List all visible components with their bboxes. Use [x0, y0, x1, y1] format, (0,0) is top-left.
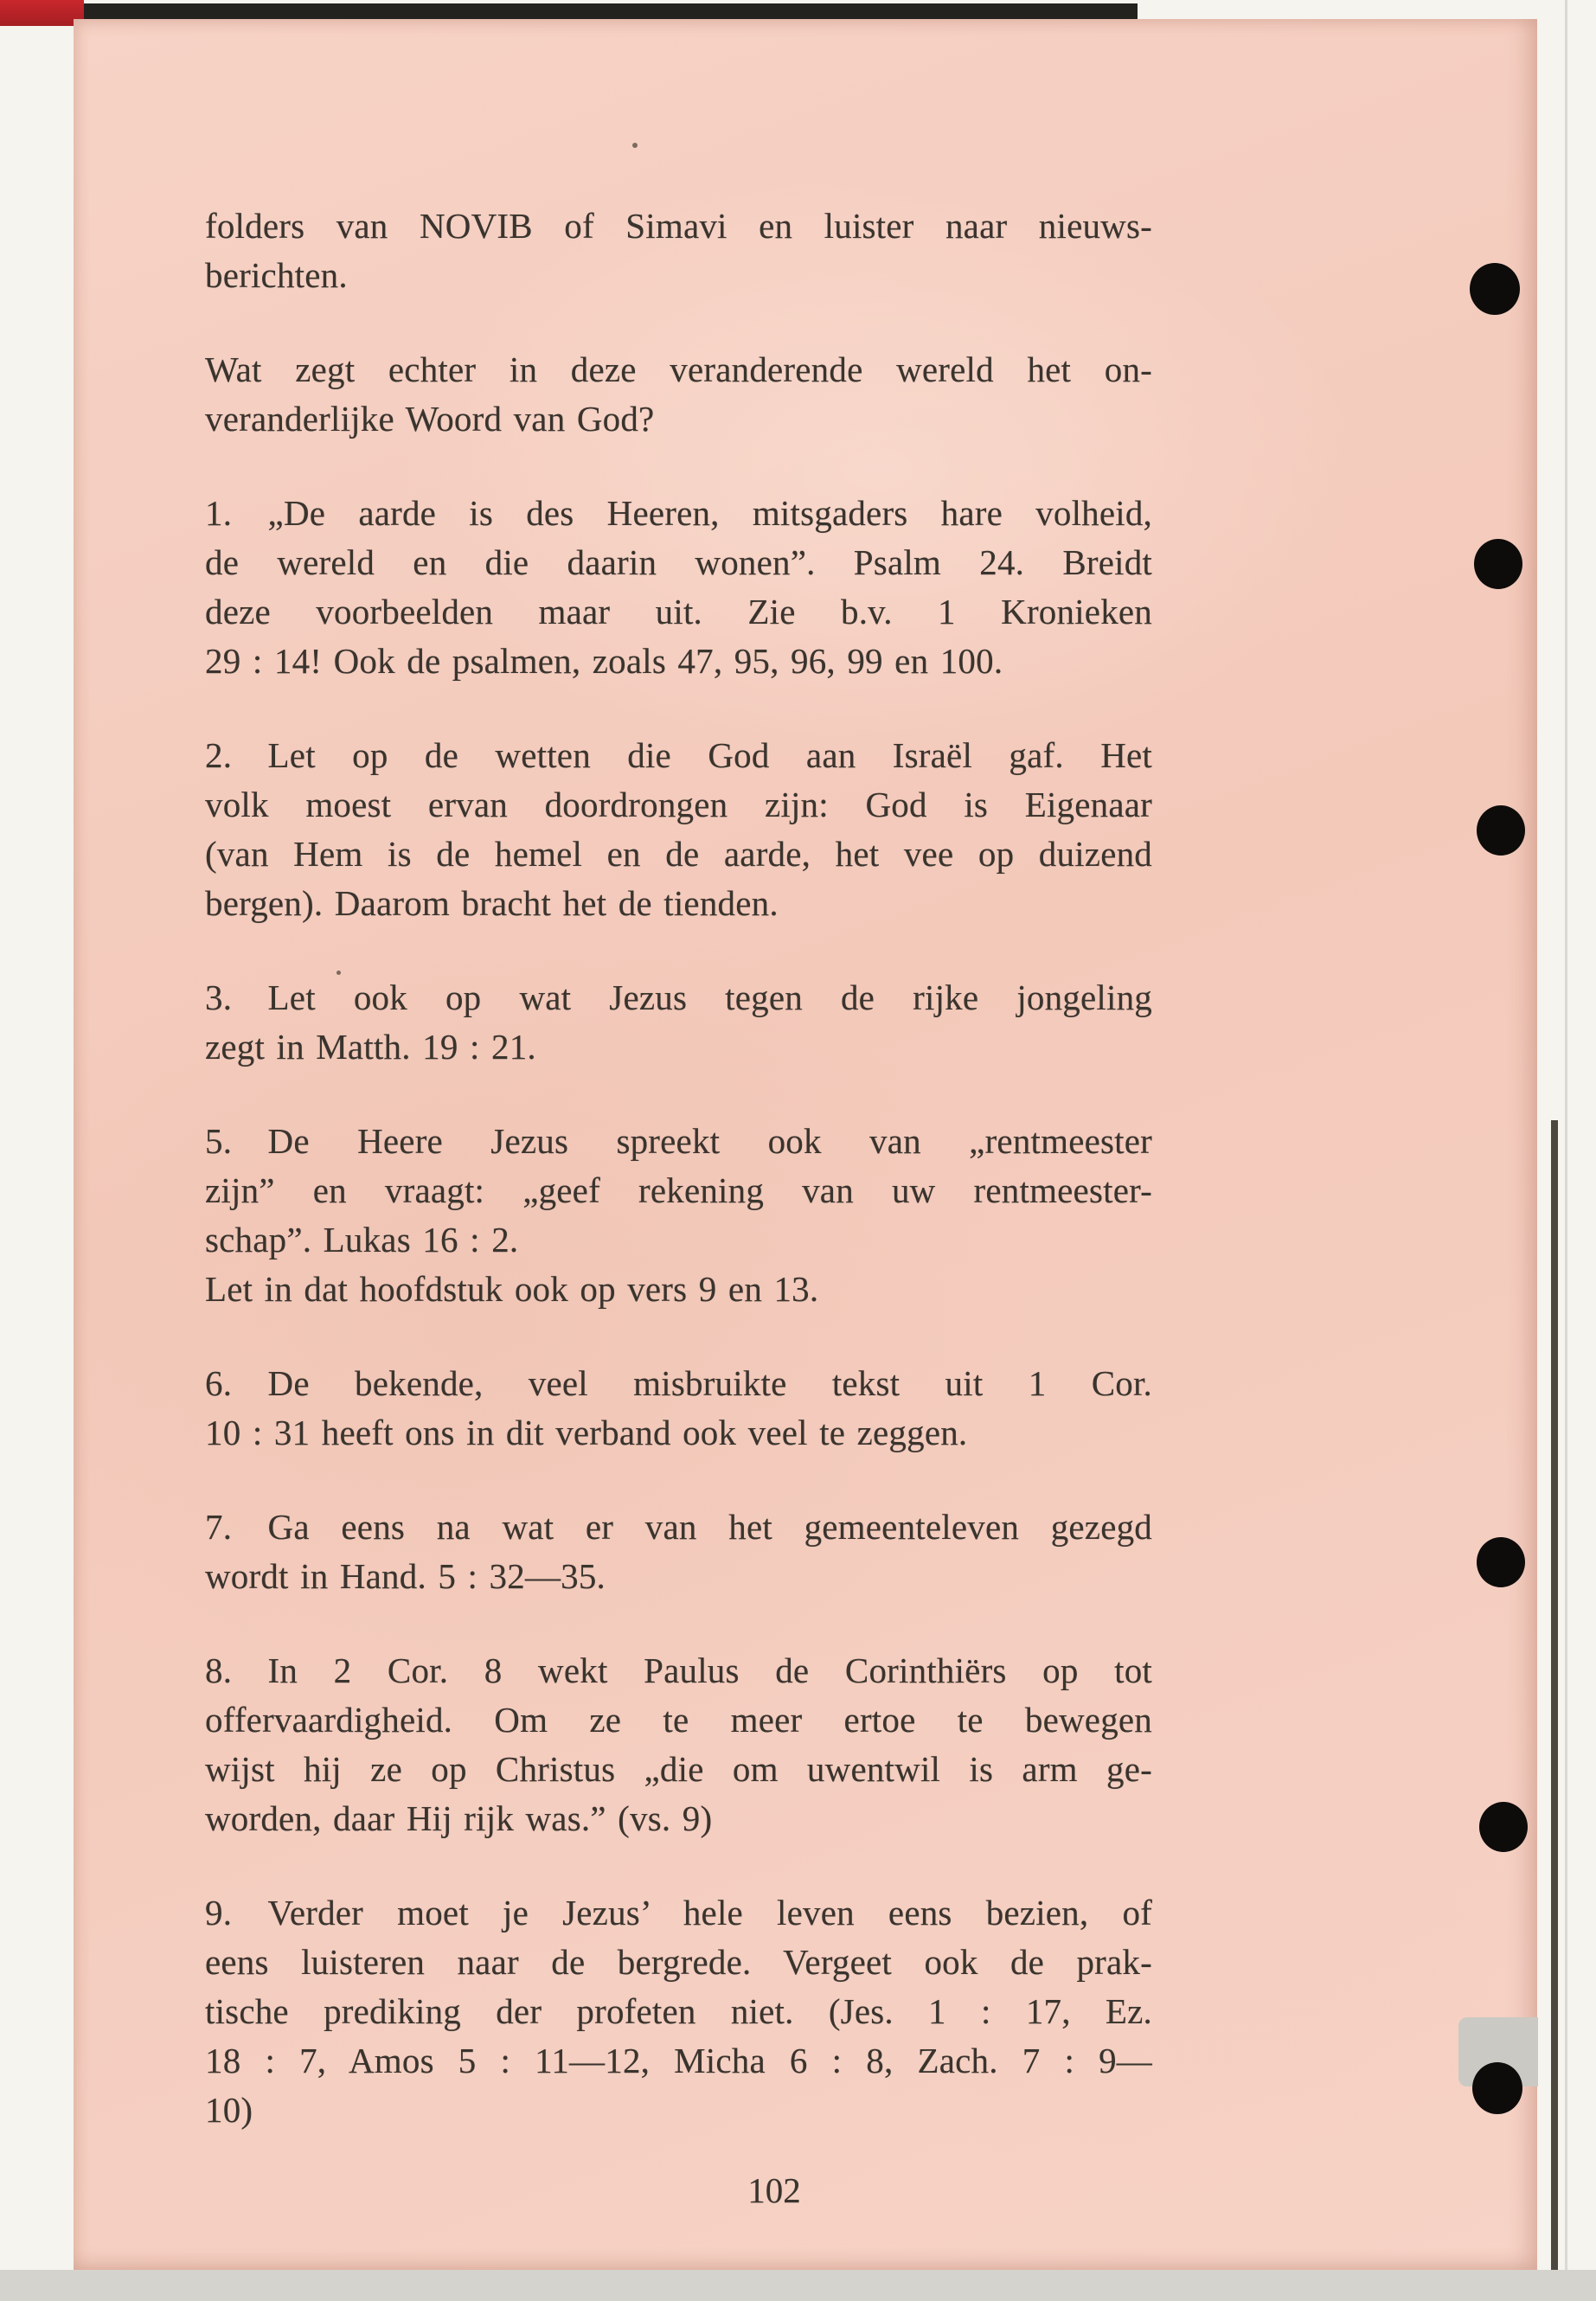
text-line: berichten.	[205, 255, 348, 295]
text-line: worden, daar Hij rijk was.” (vs. 9)	[205, 1798, 713, 1838]
paragraph	[205, 489, 1152, 686]
text-line: 8. In 2 Cor. 8 wekt Paulus de Corinthiërs op tot	[205, 1650, 1152, 1690]
text-line: 9. Verder moet je Jezus’ hele leven eens bezien, of	[205, 1893, 1152, 1932]
text-line: 18 : 7, Amos 5 : 11—12, Micha 6 : 8, Zach. 7 : 9—	[205, 2041, 1152, 2080]
text-line: offervaardigheid. Om ze te meer ertoe te bewegen	[205, 1700, 1152, 1740]
text-line: 29 : 14! Ook de psalmen, zoals 47, 95, 96, 99 en 100.	[205, 641, 1003, 681]
punch-hole	[1474, 539, 1522, 589]
scan-bottom-edge	[0, 2270, 1596, 2301]
paragraph	[205, 345, 1152, 444]
text-line: zegt in Matth. 19 : 21.	[205, 1027, 536, 1067]
punch-hole	[1470, 263, 1520, 315]
text-line: 2. Let op de wetten die God aan Israël gaf. Het	[205, 735, 1152, 775]
paragraph	[205, 1359, 1152, 1458]
book-page	[74, 19, 1537, 2270]
page-number: 102	[747, 2170, 801, 2210]
scan-speck	[632, 143, 638, 148]
text-line: wordt in Hand. 5 : 32—35.	[205, 1556, 606, 1596]
text-line: deze voorbeelden maar uit. Zie b.v. 1 Kronieken	[205, 592, 1152, 631]
paragraph	[205, 1888, 1152, 2135]
punch-hole	[1477, 805, 1525, 856]
text-line: wijst hij ze op Christus „die om uwentwil is arm ge-	[205, 1749, 1152, 1789]
paragraph	[205, 1646, 1152, 1843]
text-line: folders van NOVIB of Simavi en luister naar nieuws-	[205, 206, 1152, 246]
text-line: 6. De bekende, veel misbruikte tekst uit 1 Cor.	[205, 1363, 1152, 1403]
text-line: eens luisteren naar de bergrede. Vergeet ook de prak-	[205, 1942, 1152, 1982]
text-line: 5. De Heere Jezus spreekt ook van „rentmeester	[205, 1121, 1152, 1161]
text-line: bergen). Daarom bracht het de tienden.	[205, 883, 779, 923]
text-line: 3. Let ook op wat Jezus tegen de rijke jongeling	[205, 977, 1152, 1017]
text-line: (van Hem is de hemel en de aarde, het vee op duizend	[205, 834, 1152, 874]
paragraph	[205, 1117, 1152, 1314]
text-line: 1. „De aarde is des Heeren, mitsgaders hare volheid,	[205, 493, 1152, 533]
paragraph	[205, 1503, 1152, 1601]
paragraph	[205, 731, 1152, 928]
text-line: Let in dat hoofdstuk ook op vers 9 en 13.	[205, 1269, 819, 1309]
text-line: veranderlijke Woord van God?	[205, 399, 655, 439]
paragraph	[205, 973, 1152, 1072]
paragraph	[205, 202, 1152, 300]
punch-hole	[1479, 1802, 1528, 1852]
adjacent-page-edge-line	[1551, 1120, 1558, 2271]
text-line: volk moest ervan doordrongen zijn: God is Eigenaar	[205, 785, 1152, 824]
text-line: schap”. Lukas 16 : 2.	[205, 1220, 519, 1259]
text-line: 7. Ga eens na wat er van het gemeenteleven gezegd	[205, 1507, 1152, 1547]
red-binding-mark	[0, 0, 84, 26]
text-column	[205, 202, 1152, 2135]
text-line: de wereld en die daarin wonen”. Psalm 24. Breidt	[205, 542, 1152, 582]
text-line: 10 : 31 heeft ons in dit verband ook veel te zeggen.	[205, 1413, 968, 1452]
scan-top-edge	[78, 3, 1138, 20]
text-line: Wat zegt echter in deze veranderende wereld het on-	[205, 349, 1152, 389]
punch-hole	[1472, 2062, 1522, 2114]
scan-edge-line-light	[1565, 0, 1567, 2301]
text-line: tische prediking der profeten niet. (Jes. 1 : 17, Ez.	[205, 1991, 1152, 2031]
text-line: 10)	[205, 2090, 253, 2130]
scan-speck	[337, 971, 341, 975]
text-line: zijn” en vraagt: „geef rekening van uw rentmeester-	[205, 1170, 1152, 1210]
punch-hole	[1477, 1537, 1525, 1587]
